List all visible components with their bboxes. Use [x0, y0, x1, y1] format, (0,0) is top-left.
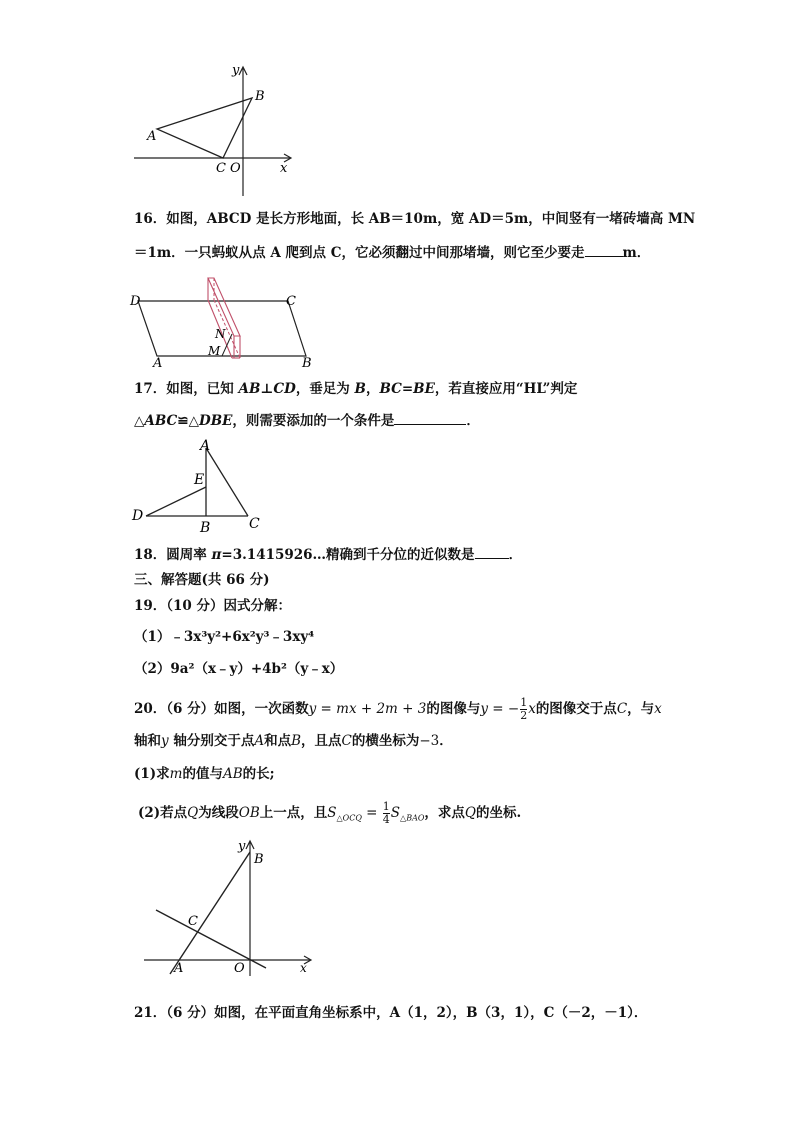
label-x: x: [280, 161, 288, 176]
q19-part1: （1）﹣3x³y²+6x²y³﹣3xy⁴: [134, 629, 315, 645]
figure-q15-coordinate-triangle: [128, 60, 298, 200]
label-y: y: [232, 63, 240, 78]
label-a: A: [147, 129, 157, 144]
section-heading: 三、解答题(共 66 分): [134, 572, 270, 588]
label-c: C: [216, 161, 226, 176]
q16-unit: m．: [622, 245, 651, 261]
answer-blank: [394, 412, 466, 425]
q18-line: 18．圆周率 π=3.1415926…精确到千分位的近似数是 ．: [134, 547, 523, 563]
q16-line2: [134, 244, 650, 262]
label-b: B: [302, 356, 312, 370]
q17-line1: 17．如图，已知 AB⊥CD，垂足为 B，BC=BE，若直接应用“HL”判定: [134, 381, 578, 397]
figure-q16-rectangle-wall: [128, 272, 314, 370]
label-c: C: [286, 294, 296, 309]
label-d: D: [132, 508, 144, 524]
label-y: y: [238, 839, 246, 854]
label-e: E: [194, 472, 205, 488]
label-a: A: [200, 438, 211, 454]
label-a: A: [174, 961, 184, 976]
label-c: C: [249, 516, 260, 532]
label-o: O: [230, 161, 241, 176]
answer-blank: [475, 546, 509, 559]
q19-part2: （2）9a²（x﹣y）+4b²（y﹣x）: [134, 661, 344, 677]
q19-title: 19．（10 分）因式分解：: [134, 598, 292, 614]
label-m: M: [208, 344, 221, 358]
label-o: O: [234, 961, 245, 976]
figure-q17-triangles: [128, 436, 268, 536]
label-b: B: [254, 852, 264, 867]
answer-blank: [585, 244, 623, 257]
label-d: D: [130, 294, 141, 309]
q16-line1: 16．如图，ABCD 是长方形地面，长 AB＝10m，宽 AD＝5m，中间竖有一堵砖墙高 MN: [134, 211, 696, 227]
q21-line: 21．（6 分）如图，在平面直角坐标系中，A（1，2），B（3，1），C（－2，－1）．: [134, 1005, 648, 1021]
label-a: A: [153, 356, 163, 370]
q20-sub2: (2)若点Q为线段OB上一点，且$S_{\triangle OCQ}$ = $\frac{1}{4}$ $S_{\triangle BAO}$，求点Q的坐标.: [138, 800, 522, 826]
q20-line2: 轴和y 轴分别交于点A和点B，且点C的横坐标为−3．: [134, 733, 453, 749]
label-c: C: [188, 914, 198, 929]
label-b: B: [255, 89, 265, 104]
label-n: N: [215, 327, 226, 341]
q20-sub1: (1)求m的值与AB的长;: [134, 766, 275, 782]
label-x: x: [300, 961, 307, 975]
q17-line2: △ABC≌△DBE，则需要添加的一个条件是 ．: [134, 413, 480, 429]
q20-line1: 20．（6 分）如图，一次函数y = mx + 2m + 3的图像与y = − $\frac{1}{2}$ x的图像交于点C，与x: [134, 696, 662, 722]
label-b: B: [200, 520, 211, 536]
figure-q20-linear-functions: [140, 836, 320, 978]
q16-text: ＝1m．一只蚂蚁从点 A 爬到点 C，它必须翻过中间那堵墙，则它至少要走: [134, 245, 585, 261]
